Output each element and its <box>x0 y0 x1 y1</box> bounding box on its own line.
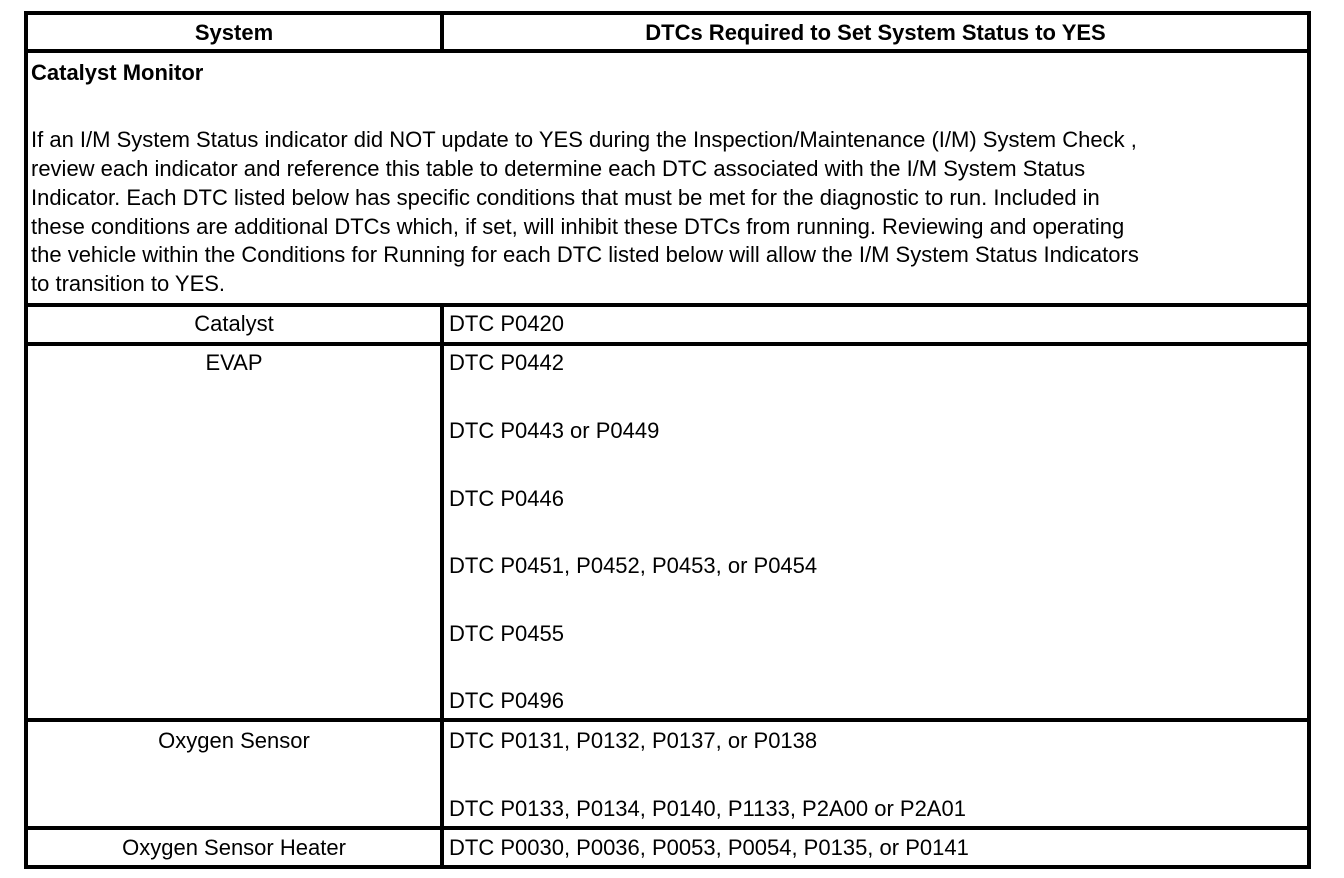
dtc-entry: DTC P0131, P0132, P0137, or P0138 <box>449 728 818 753</box>
dtc-entry: DTC P0455 <box>449 621 564 646</box>
header-divider <box>24 49 1311 53</box>
dtc-entry: DTC P0451, P0452, P0453, or P0454 <box>449 553 818 578</box>
system-cell: Oxygen Sensor <box>158 728 310 753</box>
intro-text-line: Indicator. Each DTC listed below has specific conditions that must be met for the diagnostic to run. Included in <box>31 185 1100 210</box>
dtc-entry: DTC P0133, P0134, P0140, P1133, P2A00 or P2A01 <box>449 796 966 821</box>
section-title: Catalyst Monitor <box>31 60 204 85</box>
dtc-entry: DTC P0443 or P0449 <box>449 418 660 443</box>
system-cell: EVAP <box>205 350 263 375</box>
row-divider <box>24 718 1311 722</box>
intro-divider <box>24 303 1311 307</box>
intro-text-line: these conditions are additional DTCs which, if set, will inhibit these DTCs from running. Reviewing and operating <box>31 214 1125 239</box>
system-cell: Catalyst <box>194 311 274 336</box>
table-border-top <box>24 11 1311 15</box>
dtc-entry: DTC P0442 <box>449 350 564 375</box>
dtc-entry: DTC P0446 <box>449 486 564 511</box>
table-border-bottom <box>24 865 1311 869</box>
intro-text-line: If an I/M System Status indicator did NOT update to YES during the Inspection/Maintenance (I/M) System Check , <box>31 127 1137 152</box>
system-cell: Oxygen Sensor Heater <box>122 835 346 860</box>
dtc-entry: DTC P0496 <box>449 688 564 713</box>
dtc-entry: DTC P0030, P0036, P0053, P0054, P0135, or P0141 <box>449 835 969 860</box>
table-border-right <box>1307 11 1311 869</box>
intro-text-line: the vehicle within the Conditions for Running for each DTC listed below will allow the I/M System Status Indicators <box>31 242 1139 267</box>
header-dtcs: DTCs Required to Set System Status to YES <box>645 20 1106 45</box>
row-divider <box>24 826 1311 830</box>
header-system: System <box>194 20 274 45</box>
intro-text-line: to transition to YES. <box>31 271 226 296</box>
intro-text-line: review each indicator and reference this table to determine each DTC associated with the I/M System Status <box>31 156 1086 181</box>
column-divider <box>440 303 444 869</box>
row-divider <box>24 342 1311 346</box>
dtc-entry: DTC P0420 <box>449 311 564 336</box>
